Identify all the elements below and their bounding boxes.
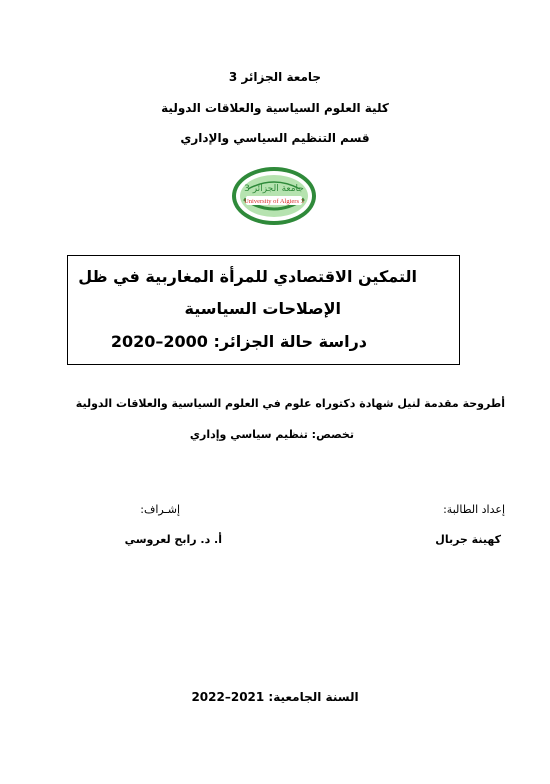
logo-latin-text: University of Algiers 3 (244, 198, 304, 205)
student-name: كهينة جربال (435, 533, 501, 546)
faculty-name: كلية العلوم السياسية والعلاقات الدولية (161, 101, 389, 115)
department-name: قسم التنظيم السياسي والإداري (180, 131, 370, 145)
specialization: تخصص: تنظيم سياسي وإداري (189, 428, 354, 441)
university-logo (230, 165, 318, 227)
thesis-title-line2: الإصلاحات السياسية (184, 299, 341, 318)
dissertation-statement: أطروحة مقدمة لنيل شهادة دكتوراه علوم في العلوم السياسية والعلاقات الدولية (75, 397, 505, 410)
supervisor-label: إشـراف: (140, 503, 180, 516)
academic-year: السنة الجامعية: 2021–2022 (191, 690, 359, 704)
thesis-case-study: دراسة حالة الجزائر: 2000–2020 (110, 332, 367, 351)
student-label: إعداد الطالبة: (443, 503, 505, 516)
university-name: جامعة الجزائر 3 (228, 70, 322, 84)
university-logo-icon (230, 165, 318, 227)
logo-arabic-text: جامعة الجزائر 3 (244, 184, 304, 194)
thesis-title-box (67, 255, 460, 365)
supervisor-name: أ. د. رابح لعروسي (124, 533, 222, 546)
thesis-title-line1: التمكين الاقتصادي للمرأة المغاربية في ظل (78, 267, 417, 286)
